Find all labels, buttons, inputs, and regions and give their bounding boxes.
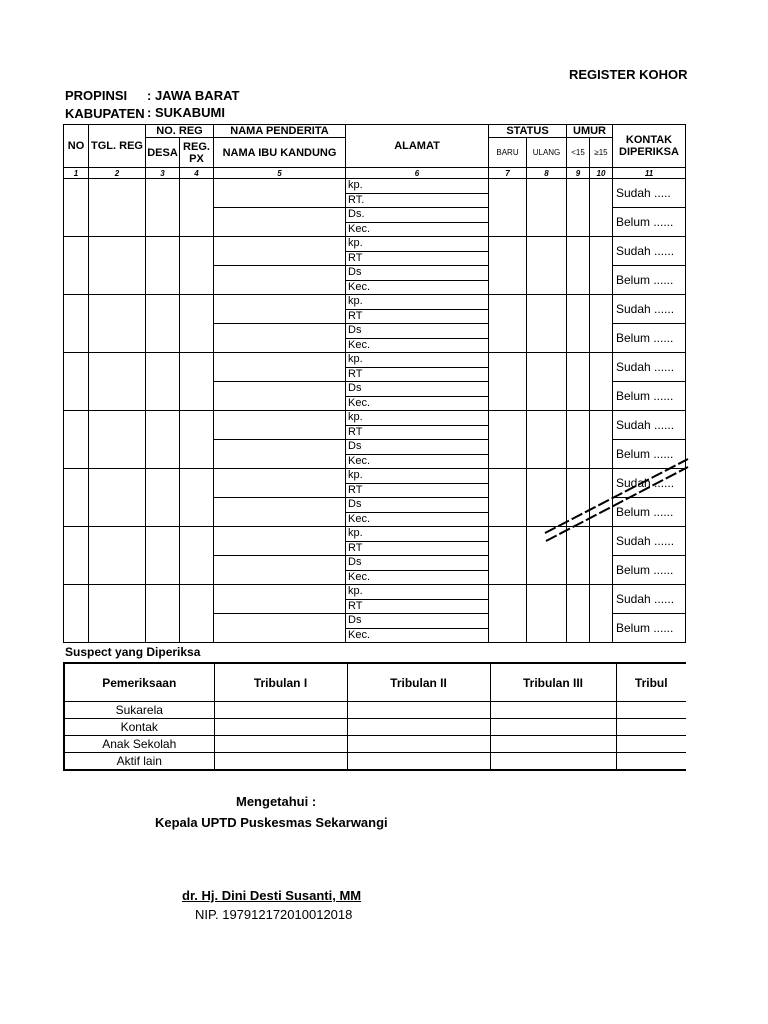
header-desa: DESA [146, 138, 180, 168]
summary-cell [490, 702, 616, 719]
alamat-line: Kec. [346, 513, 489, 527]
regency-value: : SUKABUMI [147, 105, 225, 120]
kontak-sudah-cell: Sudah ..... [613, 179, 686, 208]
alamat-line: Kec. [346, 455, 489, 469]
desa-cell [146, 469, 180, 527]
tgl-reg-cell [89, 295, 146, 353]
kontak-belum-cell: Belum ...... [613, 266, 686, 295]
summary-header-tribulan-4: Tribul [616, 663, 686, 702]
umur-ge15-cell [590, 179, 613, 237]
tgl-reg-cell [89, 179, 146, 237]
column-number: 6 [346, 168, 489, 179]
umur-lt15-cell [567, 353, 590, 411]
patient-row [64, 411, 686, 426]
header-no-reg: NO. REG [146, 125, 214, 138]
tgl-reg-cell [89, 527, 146, 585]
column-number: 1 [64, 168, 89, 179]
summary-row-label: Sukarela [64, 702, 214, 719]
signatory-name: dr. Hj. Dini Desti Susanti, MM [182, 888, 362, 903]
summary-cell [490, 753, 616, 771]
summary-cell [490, 719, 616, 736]
summary-row-label: Kontak [64, 719, 214, 736]
patient-row [64, 353, 686, 368]
no-cell [64, 527, 89, 585]
umur-ge15-cell [590, 585, 613, 643]
no-cell [64, 295, 89, 353]
alamat-line: RT. [346, 194, 489, 208]
status-ulang-cell [527, 237, 567, 295]
alamat-line: Kec. [346, 629, 489, 643]
kontak-sudah-cell: Sudah ...... [613, 411, 686, 440]
status-baru-cell [489, 353, 527, 411]
nama-ibu-cell [214, 614, 346, 643]
alamat-line: Kec. [346, 281, 489, 295]
tgl-reg-cell [89, 469, 146, 527]
header-nama-penderita: NAMA PENDERITA [214, 125, 346, 138]
summary-cell [347, 719, 490, 736]
tgl-reg-cell [89, 237, 146, 295]
regency-label: KABUPATEN [65, 106, 145, 121]
nama-ibu-cell [214, 324, 346, 353]
kontak-sudah-cell: Sudah ...... [613, 353, 686, 382]
summary-cell [616, 736, 686, 753]
umur-ge15-cell [590, 237, 613, 295]
signatory-nip: NIP. 197912172010012018 [195, 907, 353, 922]
nama-ibu-cell [214, 382, 346, 411]
tgl-reg-cell [89, 353, 146, 411]
summary-header-tribulan-2: Tribulan II [347, 663, 490, 702]
nama-penderita-cell [214, 469, 346, 498]
summary-cell [347, 736, 490, 753]
reg-px-cell [180, 237, 214, 295]
column-number: 7 [489, 168, 527, 179]
desa-cell [146, 411, 180, 469]
nama-penderita-cell [214, 353, 346, 382]
nama-ibu-cell [214, 208, 346, 237]
umur-lt15-cell [567, 585, 590, 643]
summary-cell [616, 719, 686, 736]
no-cell [64, 411, 89, 469]
nama-penderita-cell [214, 527, 346, 556]
alamat-line: kp. [346, 237, 489, 252]
alamat-line: Ds [346, 614, 489, 629]
tgl-reg-cell [89, 411, 146, 469]
header-kontak: KONTAK DIPERIKSA [613, 125, 686, 168]
alamat-line: Kec. [346, 397, 489, 411]
alamat-line: Kec. [346, 571, 489, 585]
status-baru-cell [489, 411, 527, 469]
summary-header-pemeriksaan: Pemeriksaan [64, 663, 214, 702]
alamat-line: RT [346, 600, 489, 614]
status-baru-cell [489, 237, 527, 295]
column-number: 4 [180, 168, 214, 179]
desa-cell [146, 585, 180, 643]
alamat-line: RT [346, 252, 489, 266]
status-baru-cell [489, 527, 527, 585]
kontak-belum-cell: Belum ...... [613, 498, 686, 527]
no-cell [64, 469, 89, 527]
reg-px-cell [180, 179, 214, 237]
patient-row [64, 585, 686, 600]
column-number: 2 [89, 168, 146, 179]
kontak-belum-cell: Belum ...... [613, 556, 686, 585]
header-ge15: ≥15 [590, 138, 613, 168]
nama-ibu-cell [214, 556, 346, 585]
desa-cell [146, 179, 180, 237]
alamat-line: kp. [346, 179, 489, 194]
kontak-belum-cell: Belum ...... [613, 382, 686, 411]
nama-penderita-cell [214, 295, 346, 324]
column-number: 3 [146, 168, 180, 179]
status-ulang-cell [527, 179, 567, 237]
column-number: 10 [590, 168, 613, 179]
umur-lt15-cell [567, 237, 590, 295]
nama-ibu-cell [214, 498, 346, 527]
summary-cell [214, 702, 347, 719]
umur-lt15-cell [567, 179, 590, 237]
register-table [63, 124, 686, 643]
alamat-line: Ds [346, 556, 489, 571]
kontak-sudah-cell: Sudah ...... [613, 295, 686, 324]
summary-title: Suspect yang Diperiksa [65, 645, 201, 659]
patient-row [64, 237, 686, 252]
header-status: STATUS [489, 125, 567, 138]
summary-cell [214, 753, 347, 771]
alamat-line: Kec. [346, 339, 489, 353]
kontak-sudah-cell: Sudah ...... [613, 527, 686, 556]
alamat-line: kp. [346, 353, 489, 368]
header-reg-px: REG. PX [180, 138, 214, 168]
status-baru-cell [489, 585, 527, 643]
header-ulang: ULANG [527, 138, 567, 168]
header-tgl-reg: TGL. REG [89, 125, 146, 168]
header-alamat: ALAMAT [346, 125, 489, 168]
reg-px-cell [180, 585, 214, 643]
no-cell [64, 585, 89, 643]
column-number: 11 [613, 168, 686, 179]
desa-cell [146, 295, 180, 353]
umur-lt15-cell [567, 295, 590, 353]
summary-header-tribulan-1: Tribulan I [214, 663, 347, 702]
status-baru-cell [489, 469, 527, 527]
reg-px-cell [180, 353, 214, 411]
column-number: 8 [527, 168, 567, 179]
status-baru-cell [489, 295, 527, 353]
header-no: NO [64, 125, 89, 168]
alamat-line: RT [346, 542, 489, 556]
status-baru-cell [489, 179, 527, 237]
kontak-belum-cell: Belum ...... [613, 208, 686, 237]
document-title: REGISTER KOHOR [569, 67, 688, 82]
alamat-line: kp. [346, 469, 489, 484]
kontak-belum-cell: Belum ...... [613, 324, 686, 353]
umur-ge15-cell [590, 295, 613, 353]
alamat-line: kp. [346, 527, 489, 542]
nama-penderita-cell [214, 237, 346, 266]
desa-cell [146, 527, 180, 585]
nama-penderita-cell [214, 411, 346, 440]
diagonal-mark [540, 455, 690, 545]
summary-cell [616, 753, 686, 771]
alamat-line: Ds [346, 440, 489, 455]
province-value: : JAWA BARAT [147, 88, 240, 103]
desa-cell [146, 237, 180, 295]
summary-table [63, 662, 686, 771]
alamat-line: RT [346, 368, 489, 382]
summary-cell [347, 753, 490, 771]
column-number: 5 [214, 168, 346, 179]
header-lt15: <15 [567, 138, 590, 168]
no-cell [64, 237, 89, 295]
alamat-line: Ds [346, 498, 489, 513]
summary-cell [616, 702, 686, 719]
status-ulang-cell [527, 295, 567, 353]
kontak-sudah-cell: Sudah ...... [613, 237, 686, 266]
patient-row [64, 295, 686, 310]
header-umur: UMUR [567, 125, 613, 138]
summary-row-label: Aktif lain [64, 753, 214, 771]
alamat-line: Ds [346, 266, 489, 281]
alamat-line: RT [346, 484, 489, 498]
alamat-line: kp. [346, 585, 489, 600]
umur-ge15-cell [590, 353, 613, 411]
desa-cell [146, 353, 180, 411]
reg-px-cell [180, 295, 214, 353]
header-baru: BARU [489, 138, 527, 168]
alamat-line: RT [346, 310, 489, 324]
nama-ibu-cell [214, 266, 346, 295]
summary-header-tribulan-3: Tribulan III [490, 663, 616, 702]
summary-cell [347, 702, 490, 719]
tgl-reg-cell [89, 585, 146, 643]
no-cell [64, 179, 89, 237]
reg-px-cell [180, 411, 214, 469]
alamat-line: RT [346, 426, 489, 440]
kontak-belum-cell: Belum ...... [613, 614, 686, 643]
summary-cell [214, 719, 347, 736]
alamat-line: Kec. [346, 223, 489, 237]
kontak-sudah-cell: Sudah ...... [613, 469, 686, 498]
header-nama-ibu: NAMA IBU KANDUNG [214, 138, 346, 168]
summary-cell [214, 736, 347, 753]
summary-cell [490, 736, 616, 753]
column-number: 9 [567, 168, 590, 179]
nama-penderita-cell [214, 179, 346, 208]
nama-penderita-cell [214, 585, 346, 614]
alamat-line: Ds. [346, 208, 489, 223]
reg-px-cell [180, 527, 214, 585]
signatory-position: Kepala UPTD Puskesmas Sekarwangi [155, 815, 388, 830]
alamat-line: kp. [346, 411, 489, 426]
alamat-line: kp. [346, 295, 489, 310]
alamat-line: Ds [346, 382, 489, 397]
reg-px-cell [180, 469, 214, 527]
summary-row-label: Anak Sekolah [64, 736, 214, 753]
kontak-belum-cell: Belum ...... [613, 440, 686, 469]
nama-ibu-cell [214, 440, 346, 469]
status-ulang-cell [527, 585, 567, 643]
kontak-sudah-cell: Sudah ...... [613, 585, 686, 614]
alamat-line: Ds [346, 324, 489, 339]
province-label: PROPINSI [65, 88, 128, 103]
status-ulang-cell [527, 353, 567, 411]
patient-row [64, 179, 686, 194]
no-cell [64, 353, 89, 411]
acknowledge-label: Mengetahui : [236, 794, 317, 809]
